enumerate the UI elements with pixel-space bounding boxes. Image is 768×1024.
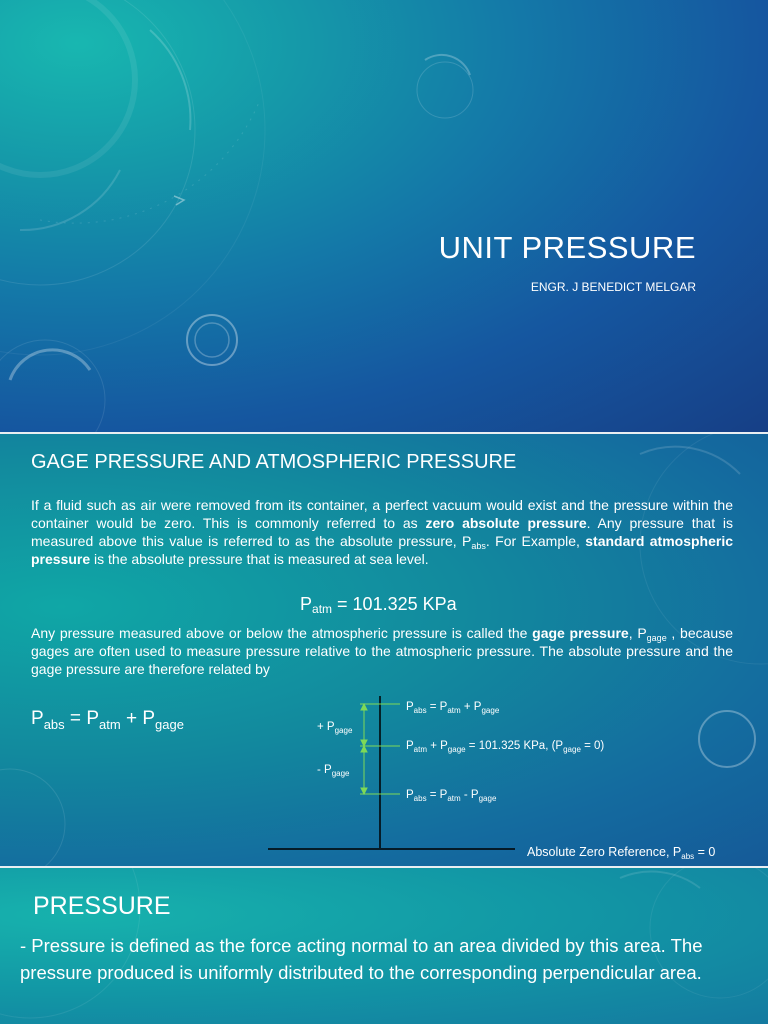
symbol: P <box>406 701 414 713</box>
arrowhead-down <box>361 788 367 794</box>
author-name: ENGR. J BENEDICT MELGAR <box>530 280 696 294</box>
operator: + <box>120 708 143 729</box>
section-heading: GAGE PRESSURE AND ATMOSPHERIC PRESSURE <box>31 451 517 473</box>
label-atmospheric-level <box>406 740 604 752</box>
symbol: P <box>31 708 44 729</box>
text-run: . Any pressure that is measured above this value is referred to as the absolute pressure, P <box>31 515 733 549</box>
text-run: is the absolute pressure that is measured at sea level. <box>90 551 429 567</box>
symbol: P <box>142 708 156 729</box>
subscript: gage <box>447 745 466 754</box>
pressure-definition: - Pressure is defined as the force acting normal to an area divided by this area. The pressure produced is uniformly distributed to the corresponding perpendicular area. <box>20 935 703 983</box>
subscript: atm <box>447 706 461 715</box>
text-run: If a fluid such as air were removed from its container, a perfect vacuum would exist and the pressure within the container would be zero. This is commonly referred to as <box>31 497 733 531</box>
subscript: gage <box>155 717 184 732</box>
bold-term-zero-absolute: zero absolute pressure <box>425 515 587 531</box>
arrowhead-up <box>361 746 367 752</box>
equation-value: = 101.325 KPa <box>332 594 457 614</box>
label-minus-gage <box>317 764 350 776</box>
subscript: gage <box>478 794 497 803</box>
text-run: , because gages are often used to measure pressure relative to the atmospheric pressure. The absolute pressure and the gage pressure are therefore related by <box>31 625 733 677</box>
bold-term-standard-atmospheric: standard atmospheric pressure <box>31 533 734 567</box>
text-run: Any pressure measured above or below the atmospheric pressure is called the <box>31 625 533 641</box>
label-text: + P <box>460 701 482 713</box>
subscript: atm <box>447 794 461 803</box>
symbol: P <box>406 740 414 752</box>
label-text: = 0) <box>580 740 605 752</box>
label-text: - P <box>460 789 479 801</box>
text-run: , P <box>628 625 647 641</box>
subscript: abs <box>681 852 695 861</box>
gage-pressure-slide <box>0 434 768 866</box>
subscript: atm <box>413 745 428 754</box>
symbol: P <box>406 789 414 801</box>
subscript: gage <box>646 633 667 643</box>
title-slide <box>0 0 768 432</box>
label-text: = P <box>426 789 448 801</box>
subscript: abs <box>471 541 486 551</box>
subscript: abs <box>413 794 427 803</box>
subscript: atm <box>99 717 121 732</box>
operator: = <box>64 708 87 729</box>
section-heading: PRESSURE <box>33 892 171 920</box>
symbol: P <box>86 708 99 729</box>
subscript: atm <box>312 602 333 616</box>
bold-term-gage-pressure: gage pressure <box>532 625 629 641</box>
label-text: = 101.325 KPa, (P <box>465 740 564 752</box>
subscript: gage <box>481 706 500 715</box>
subscript: gage <box>334 726 353 735</box>
subscript: gage <box>331 769 350 778</box>
label-text: + P <box>427 740 448 752</box>
pressure-diagram <box>0 434 768 866</box>
label-absolute-below <box>406 789 496 801</box>
label-text: Absolute Zero Reference, P <box>527 845 682 859</box>
symbol: P <box>300 594 313 614</box>
label-text: + P <box>317 721 335 733</box>
label-plus-gage <box>317 721 352 733</box>
subscript: gage <box>563 745 581 754</box>
text-run: . For Example, <box>485 533 586 549</box>
label-text: - P <box>317 764 332 776</box>
label-text: = P <box>426 701 448 713</box>
label-absolute-above <box>406 701 499 713</box>
subscript: abs <box>413 706 427 715</box>
subscript: abs <box>43 717 65 732</box>
arrowhead-up <box>361 704 367 710</box>
label-absolute-zero <box>527 845 715 859</box>
slide-title: UNIT PRESSURE <box>438 230 696 265</box>
pressure-slide <box>0 868 768 1024</box>
decorative-circles <box>0 0 768 432</box>
label-text: = 0 <box>694 845 716 859</box>
